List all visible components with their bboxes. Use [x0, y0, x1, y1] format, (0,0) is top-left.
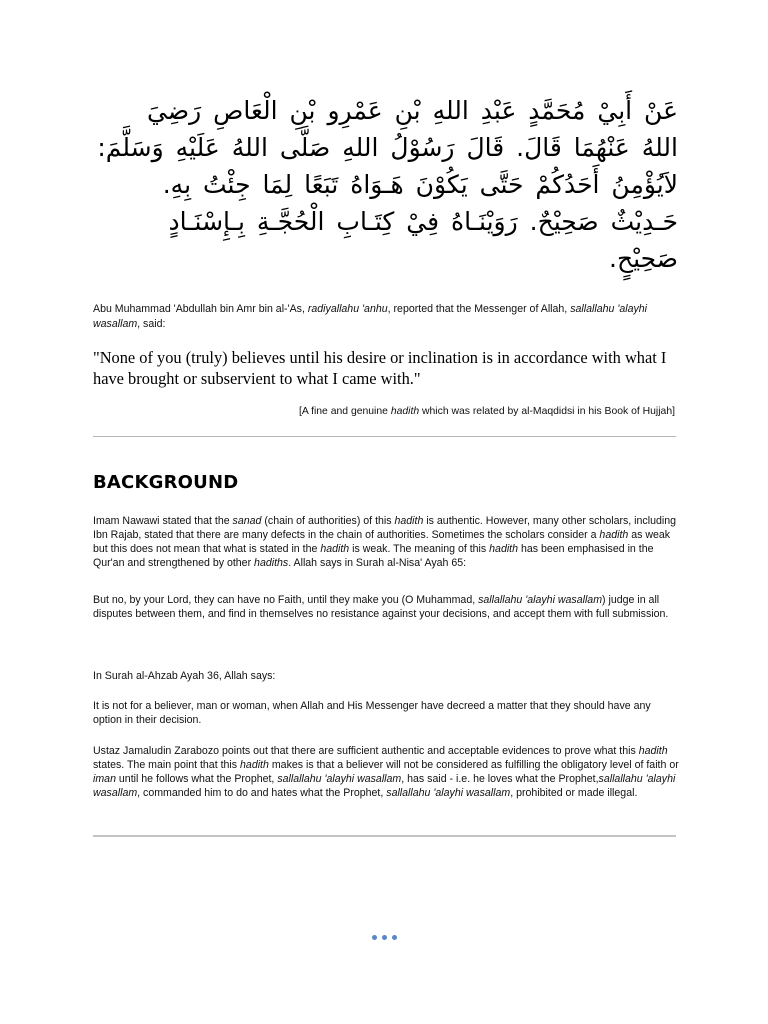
- paragraph-text: In Surah al-Ahzab Ayah 36, Allah says:: [93, 670, 276, 682]
- citation-text: which was related by al-Maqdidsi in his Book of Hujjah]: [419, 406, 675, 417]
- arabic-line: اللهُ عَنْهُمَا قَالَ. قَالَ رَسُوْلُ اللهِ صَلَّى اللهُ عَلَيْهِ وَسَلَّمَ:: [97, 133, 678, 162]
- paragraph-text: ) judge in all disputes between them, and find in themselves no resistance against your decisions, and accept them with full submission.: [93, 594, 669, 620]
- italic-term: hadith: [489, 543, 519, 555]
- citation-text: [A fine and genuine: [298, 406, 391, 417]
- dot: [372, 935, 377, 940]
- paragraph-text: is authentic. However, many other scholars, including Ibn Rajab, stated that there are many defects in the chain of authorities. Sometimes the scholars consider a: [93, 515, 676, 541]
- ellipsis-icon[interactable]: [372, 935, 397, 940]
- italic-term: sanad: [232, 515, 262, 527]
- dot: [382, 935, 387, 940]
- paragraph-text: , has said - i.e. he loves what the Prophet,: [401, 773, 599, 785]
- italic-term: hadith: [599, 529, 629, 541]
- arabic-line: عَنْ أَبِيْ مُحَمَّدٍ عَبْدِ اللهِ بْنِ عَمْرِو بْنِ الْعَاصِ رَضِيَ: [147, 96, 678, 125]
- narration-paragraph: [93, 302, 673, 332]
- section-heading: BACKGROUND: [93, 472, 239, 493]
- paragraph-text: Ustaz Jamaludin Zarabozo points out that there are sufficient authentic and acceptable evidences to prove what this: [93, 745, 639, 757]
- paragraph-text: It is not for a believer, man or woman, when Allah and His Messenger have decreed a matter that they should have any option in their decision.: [93, 700, 651, 726]
- narration-italic: sallallahu 'alayhi wasallam: [93, 303, 648, 330]
- italic-term: hadith: [394, 515, 424, 527]
- arabic-line: حَـدِيْثٌ صَحِيْحٌ. رَوَيْنَـاهُ فِيْ كِتَـابِ الْحُجَّـةِ بِـإِسْنَـادٍ: [168, 207, 678, 236]
- paragraph-text: has been emphasised in the Qur'an and strengthened by other: [93, 543, 654, 569]
- paragraph-text: (chain of authorities) of this: [261, 515, 395, 527]
- paragraph-text: , prohibited or made illegal.: [510, 787, 638, 799]
- italic-term: sallallahu 'alayhi wasallam: [478, 594, 603, 606]
- hadith-quote: "None of you (truly) believes until his desire or inclination is in accordance with what I have brought or subservient to what I came with.": [93, 348, 667, 388]
- italic-term: sallallahu 'alayhi wasallam: [277, 773, 402, 785]
- divider: [93, 436, 676, 437]
- narration-italic: radiyallahu 'anhu: [307, 303, 388, 315]
- narration-text: , said:: [137, 318, 166, 330]
- italic-term: iman: [93, 773, 116, 785]
- paragraph-text: Imam Nawawi stated that the: [93, 515, 233, 527]
- arabic-line: لاَيُؤْمِنُ أَحَدُكُمْ حَتَّى يَكُوْنَ هَـوَاهُ تَبَعًا لِمَا جِئْتُ بِهِ.: [162, 170, 678, 199]
- italic-term: sallallahu 'alayhi wasallam: [386, 787, 511, 799]
- paragraph: [93, 744, 679, 800]
- dot: [392, 935, 397, 940]
- paragraph: [93, 593, 679, 621]
- paragraph-text: , commanded him to do and hates what the Prophet,: [137, 787, 387, 799]
- narration-text: Abu Muhammad 'Abdullah bin Amr bin al-'As,: [93, 303, 308, 315]
- arabic-hadith-text: [93, 92, 678, 277]
- narration-text: , reported that the Messenger of Allah,: [387, 303, 571, 315]
- paragraph: [93, 669, 679, 683]
- italic-term: sallallahu 'alayhi wasallam: [93, 773, 676, 799]
- citation: [299, 405, 675, 419]
- paragraph-text: until he follows what the Prophet,: [115, 773, 278, 785]
- arabic-line: صَحِيْحٍ.: [609, 244, 678, 273]
- paragraph-text: . Allah says in Surah al-Nisa' Ayah 65:: [288, 557, 467, 569]
- paragraph-text: states. The main point that this: [93, 759, 241, 771]
- italic-term: hadith: [320, 543, 350, 555]
- paragraph-text: makes is that a believer will not be considered as fulfilling the obligatory level of faith or: [268, 759, 679, 771]
- paragraph: [93, 699, 679, 727]
- citation-italic: hadith: [390, 406, 420, 417]
- italic-term: hadith: [638, 745, 668, 757]
- paragraph-text: But no, by your Lord, they can have no Faith, until they make you (O Muhammad,: [93, 594, 479, 606]
- italic-term: hadiths: [254, 557, 289, 569]
- italic-term: hadith: [240, 759, 269, 771]
- paragraph-text: as weak but this does not mean that what is stated in the: [93, 529, 671, 555]
- divider: [93, 835, 676, 837]
- paragraph-text: is weak. The meaning of this: [349, 543, 490, 555]
- paragraph: [93, 514, 679, 570]
